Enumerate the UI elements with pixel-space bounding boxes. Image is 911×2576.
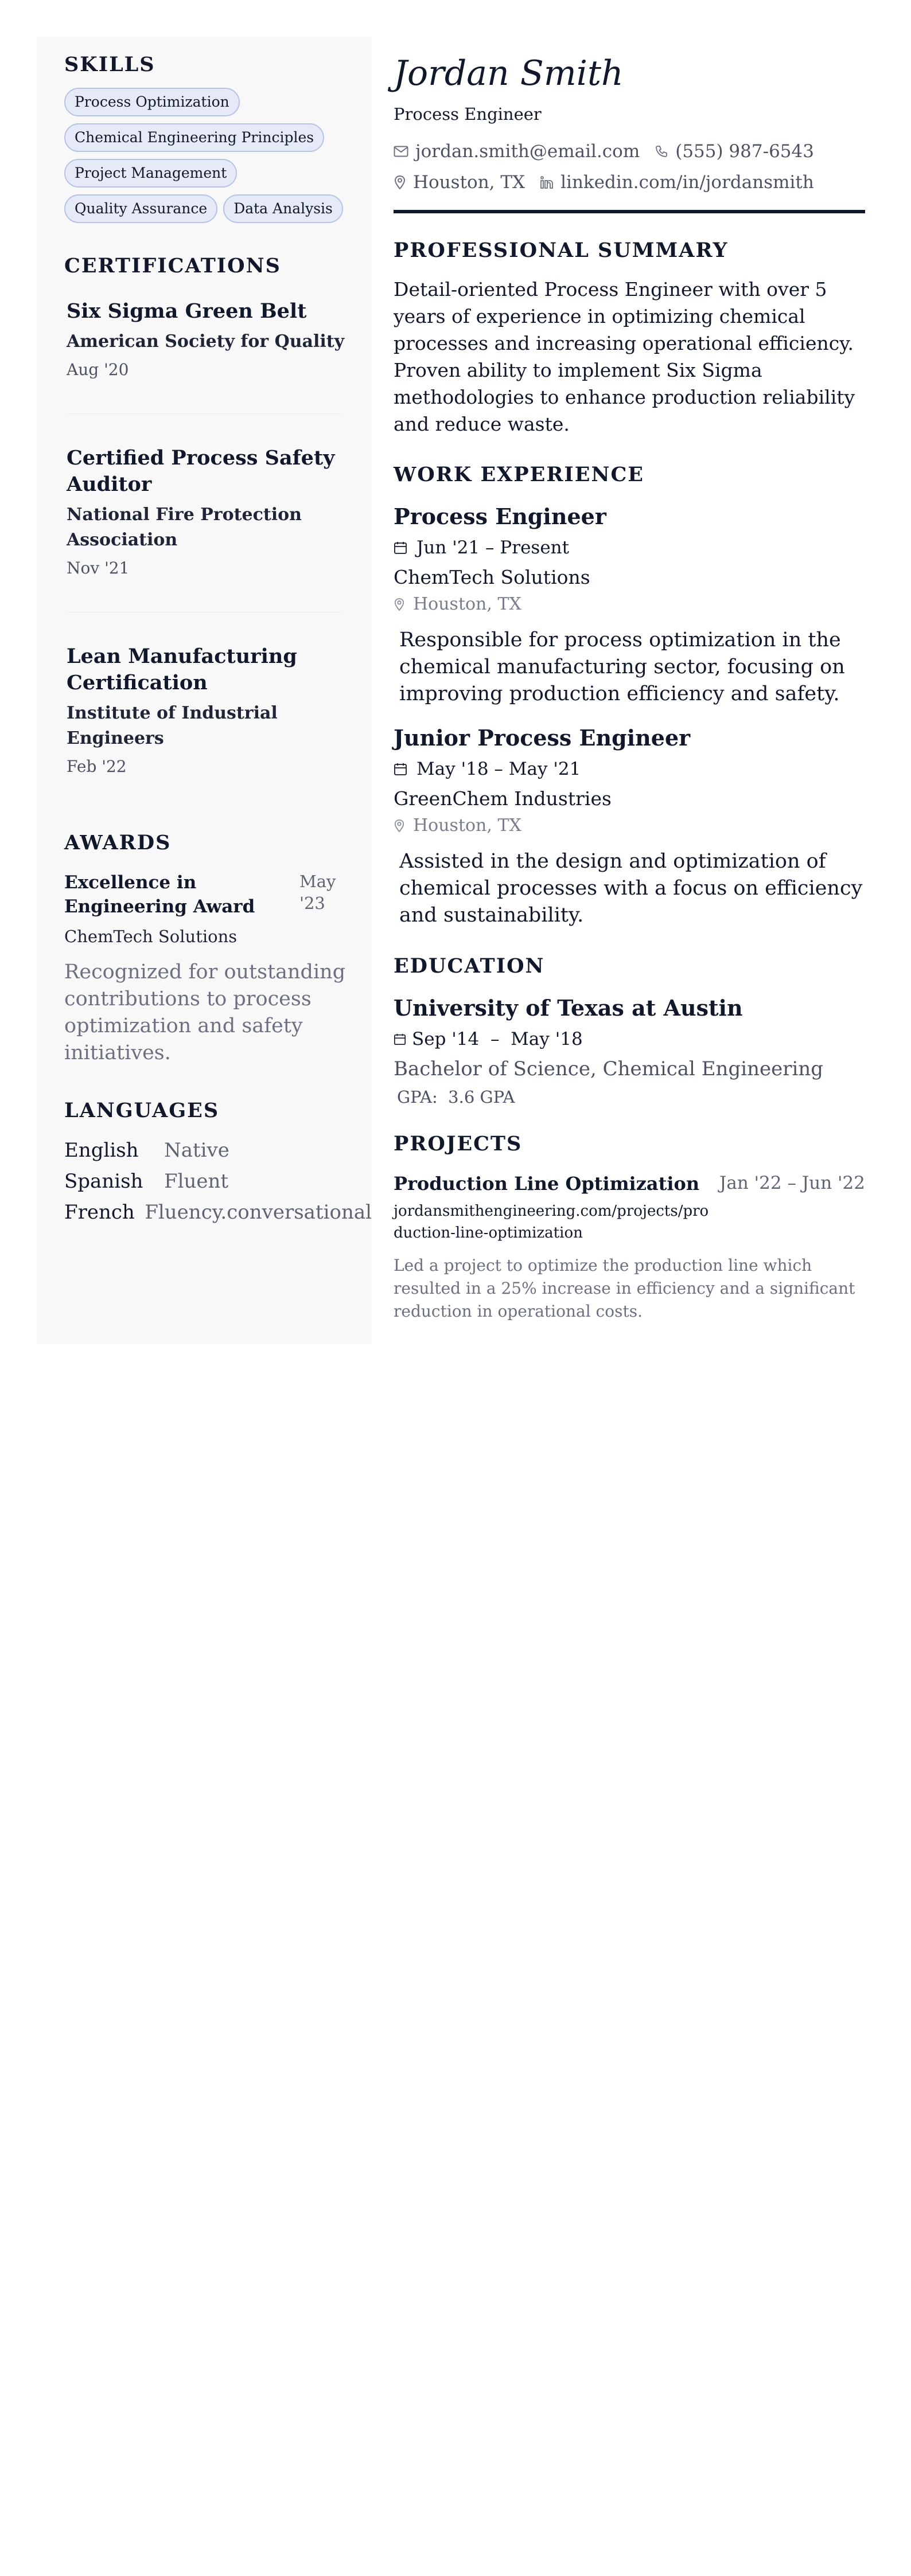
skill-chip: Process Optimization <box>64 88 240 116</box>
certification-issuer: American Society for Quality <box>67 331 345 352</box>
education-school: University of Texas at Austin <box>394 995 743 1021</box>
education-heading: EDUCATION <box>394 954 545 978</box>
skill-chip: Project Management <box>64 159 237 188</box>
calendar-icon <box>394 541 407 555</box>
job-location: Houston, TX <box>413 815 521 836</box>
language-row <box>64 1197 372 1228</box>
award-title: Excellence in Engineering Award <box>64 872 255 917</box>
language-name: French <box>64 1201 135 1224</box>
certification-item <box>67 445 348 577</box>
projects-heading: PROJECTS <box>394 1132 523 1156</box>
experience-item <box>394 504 865 708</box>
award-organization: ChemTech Solutions <box>64 927 238 946</box>
experience-item <box>394 725 865 929</box>
certification-item <box>67 643 348 776</box>
project-title: Production Line Optimization <box>394 1173 700 1195</box>
language-name: Spanish <box>64 1170 143 1193</box>
divider <box>67 413 342 414</box>
education-dates-row <box>394 1029 865 1049</box>
language-row <box>64 1166 372 1197</box>
candidate-name: Jordan Smith <box>394 53 624 93</box>
job-location: Houston, TX <box>413 594 521 614</box>
linkedin-icon <box>540 175 554 189</box>
skill-chip: Chemical Engineering Principles <box>64 123 324 152</box>
email-text: jordan.smith@email.com <box>415 141 640 162</box>
certification-issuer: Institute of Industrial Engineers <box>67 703 278 748</box>
awards-heading: AWARDS <box>64 831 172 854</box>
certification-name: Lean Manufacturing Certification <box>67 645 297 694</box>
candidate-role: Process Engineer <box>394 104 542 124</box>
job-title: Process Engineer <box>394 504 606 529</box>
linkedin-item[interactable] <box>540 172 814 193</box>
certification-name: Certified Process Safety Auditor <box>67 446 335 496</box>
languages-list <box>64 1135 372 1228</box>
job-dates-row <box>394 759 865 779</box>
project-item <box>394 1173 865 1323</box>
job-dates: Jun '21 – Present <box>416 537 570 558</box>
project-description: Led a project to optimize the production line which resulted in a 25% increase in efficiency and a significant reduction in operational costs. <box>394 1256 855 1321</box>
education-degree: Bachelor of Science, Chemical Engineering <box>394 1057 824 1080</box>
map-pin-icon <box>394 819 405 833</box>
skill-chip: Quality Assurance <box>64 194 217 223</box>
map-pin-icon <box>394 598 405 611</box>
job-location-row <box>394 815 865 836</box>
summary-heading: PROFESSIONAL SUMMARY <box>394 239 729 262</box>
experience-heading: WORK EXPERIENCE <box>394 463 644 486</box>
header-rule <box>394 210 865 213</box>
job-company: ChemTech Solutions <box>394 566 590 588</box>
phone-item[interactable] <box>655 141 814 162</box>
skill-chip: Data Analysis <box>223 194 343 223</box>
contact-row <box>394 172 865 193</box>
certification-name: Six Sigma Green Belt <box>67 299 307 323</box>
calendar-icon <box>394 1033 406 1045</box>
project-link[interactable]: jordansmithengineering.com/projects/production-line-optimization <box>394 1203 709 1242</box>
award-date: May '23 <box>299 872 336 913</box>
language-level: Fluency.conversational <box>145 1201 372 1224</box>
job-title: Junior Process Engineer <box>394 725 691 751</box>
education-dates: Sep '14 – May '18 <box>412 1029 583 1049</box>
education-item <box>394 995 865 1107</box>
job-location-row <box>394 594 865 614</box>
language-name: English <box>64 1139 139 1162</box>
language-row <box>64 1135 372 1166</box>
project-dates: Jan '22 – Jun '22 <box>719 1173 865 1193</box>
linkedin-text: linkedin.com/in/jordansmith <box>560 172 814 193</box>
language-level: Fluent <box>164 1170 229 1193</box>
certification-date: Feb '22 <box>67 757 127 776</box>
main-column <box>394 46 865 1323</box>
certification-date: Aug '20 <box>67 360 129 379</box>
certification-date: Nov '21 <box>67 559 130 577</box>
phone-text: (555) 987-6543 <box>675 141 814 162</box>
certifications-heading: CERTIFICATIONS <box>64 254 281 278</box>
skills-list <box>64 88 363 223</box>
education-gpa: GPA: 3.6 GPA <box>397 1087 515 1107</box>
job-company: GreenChem Industries <box>394 787 612 810</box>
award-item <box>64 871 372 1067</box>
job-description: Assisted in the design and optimization of chemical processes with a focus on efficiency and sustainability. <box>399 850 863 927</box>
job-dates: May '18 – May '21 <box>416 759 581 779</box>
contact-row <box>394 141 865 162</box>
certification-item <box>67 298 348 379</box>
summary-text: Detail-oriented Process Engineer with over 5 years of experience in optimizing chemical processes and increasing operational efficiency. Proven ability to implement Six Sigma methodologies to enhance production reliability and reduce waste. <box>394 278 855 435</box>
calendar-icon <box>394 762 407 776</box>
job-dates-row <box>394 537 865 558</box>
languages-heading: LANGUAGES <box>64 1099 220 1122</box>
certification-issuer: National Fire Protection Association <box>67 505 302 550</box>
mail-icon <box>394 146 408 157</box>
job-description: Responsible for process optimization in the chemical manufacturing sector, focusing on improving production efficiency and safety. <box>399 629 845 705</box>
phone-icon <box>655 145 668 158</box>
location-item <box>394 172 525 193</box>
email-item[interactable] <box>394 141 640 162</box>
language-level: Native <box>164 1139 229 1162</box>
map-pin-icon <box>394 175 406 190</box>
sidebar <box>37 37 372 1344</box>
award-description: Recognized for outstanding contributions to process optimization and safety initiatives. <box>64 961 346 1064</box>
skills-heading: SKILLS <box>64 53 155 76</box>
location-text: Houston, TX <box>413 172 525 193</box>
